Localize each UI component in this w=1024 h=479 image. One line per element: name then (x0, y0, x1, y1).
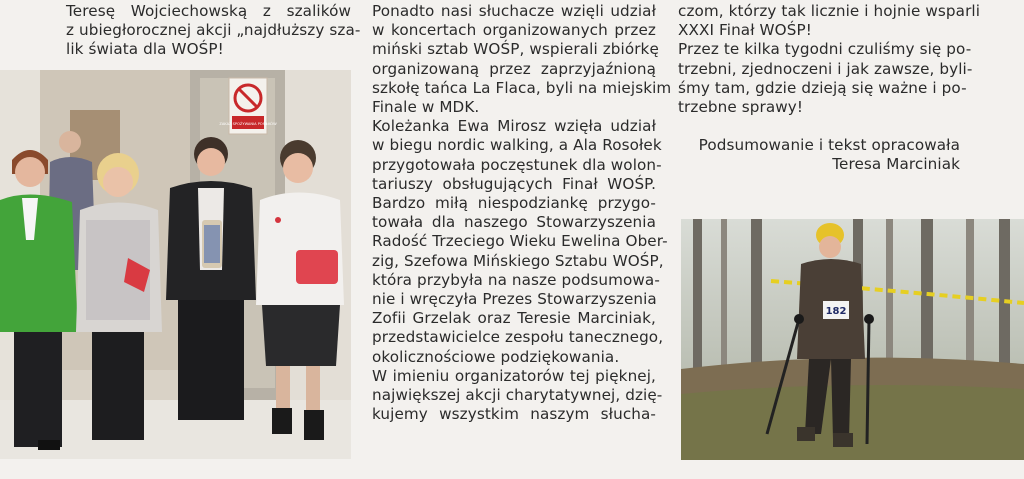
text-line: z ubiegłorocznej akcji „najdłuższy sza- (66, 21, 361, 40)
text-line: trzebni, zjednoczeni i jak zawsze, byli- (678, 59, 973, 78)
column-1-text (66, 2, 361, 60)
signature-author: Teresa Marciniak (832, 155, 960, 174)
text-line: towała dla naszego Stowarzyszenia (372, 213, 656, 232)
text-line: Teresę Wojciechowską z szalików (66, 2, 351, 20)
text-line: XXXI Finał WOŚP! (678, 21, 812, 40)
race-bib-number: 182 (825, 306, 847, 317)
text-line: Finale w MDK. (372, 98, 480, 117)
column-3-text (678, 2, 981, 175)
text-line: Ponadto nasi słuchacze wzięli udział (372, 2, 656, 20)
spacer (678, 117, 960, 136)
text-line: szkołę tańca La Flaca, byli na miejskim (372, 78, 672, 97)
text-line: trzebne sprawy! (678, 98, 804, 117)
text-line: organizowaną przez zaprzyjaźnioną (372, 59, 656, 78)
text-line: przedstawicielce zespołu tanecznego, (372, 328, 664, 347)
text-line: która przybyła na nasze podsumowa- (372, 270, 660, 289)
text-line: Przez te kilka tygodni czuliśmy się po- (678, 40, 972, 59)
text-line: śmy tam, gdzie dzieją się ważne i po- (678, 78, 967, 97)
text-line: czom, którzy tak licznie i hojnie wsparli (678, 2, 981, 20)
sign-text: ZAKAZ SPOŻYWANIA POSIŁKÓW (219, 122, 277, 126)
text-line: największej akcji charytatywnej, dzię- (372, 386, 663, 405)
text-line: kujemy wszystkim naszym słucha- (372, 405, 656, 424)
text-line: W imieniu organizatorów tej pięknej, (372, 366, 656, 385)
signature-line: Podsumowanie i tekst opracowała (698, 136, 960, 155)
column-2-text (372, 2, 672, 424)
text-line: lik świata dla WOŚP! (66, 40, 224, 59)
text-line: miński sztab WOŚP, wspierali zbiórkę (372, 40, 659, 59)
text-line: tariuszy obsługujących Finał WOŚP. (372, 174, 656, 193)
text-line: Koleżanka Ewa Mirosz wzięła udział (372, 117, 656, 136)
text-line: Zofii Grzelak oraz Teresie Marciniak, (372, 309, 656, 328)
text-line: okolicznościowe podziękowania. (372, 347, 620, 366)
group-photo (0, 70, 351, 459)
text-line: przygotowała poczęstunek dla wolon- (372, 155, 662, 174)
text-line: w biegu nordic walking, a Ala Rosołek (372, 136, 662, 155)
text-line: zig, Szefowa Mińskiego Sztabu WOŚP, (372, 251, 664, 270)
nordic-walking-photo (681, 219, 1024, 460)
text-line: Bardzo miłą niespodziankę przygo- (372, 194, 656, 213)
text-line: Radość Trzeciego Wieku Ewelina Ober- (372, 232, 668, 251)
text-line: w koncertach organizowanych przez (372, 21, 656, 40)
text-line: nie i wręczyła Prezes Stowarzyszenia (372, 290, 657, 309)
